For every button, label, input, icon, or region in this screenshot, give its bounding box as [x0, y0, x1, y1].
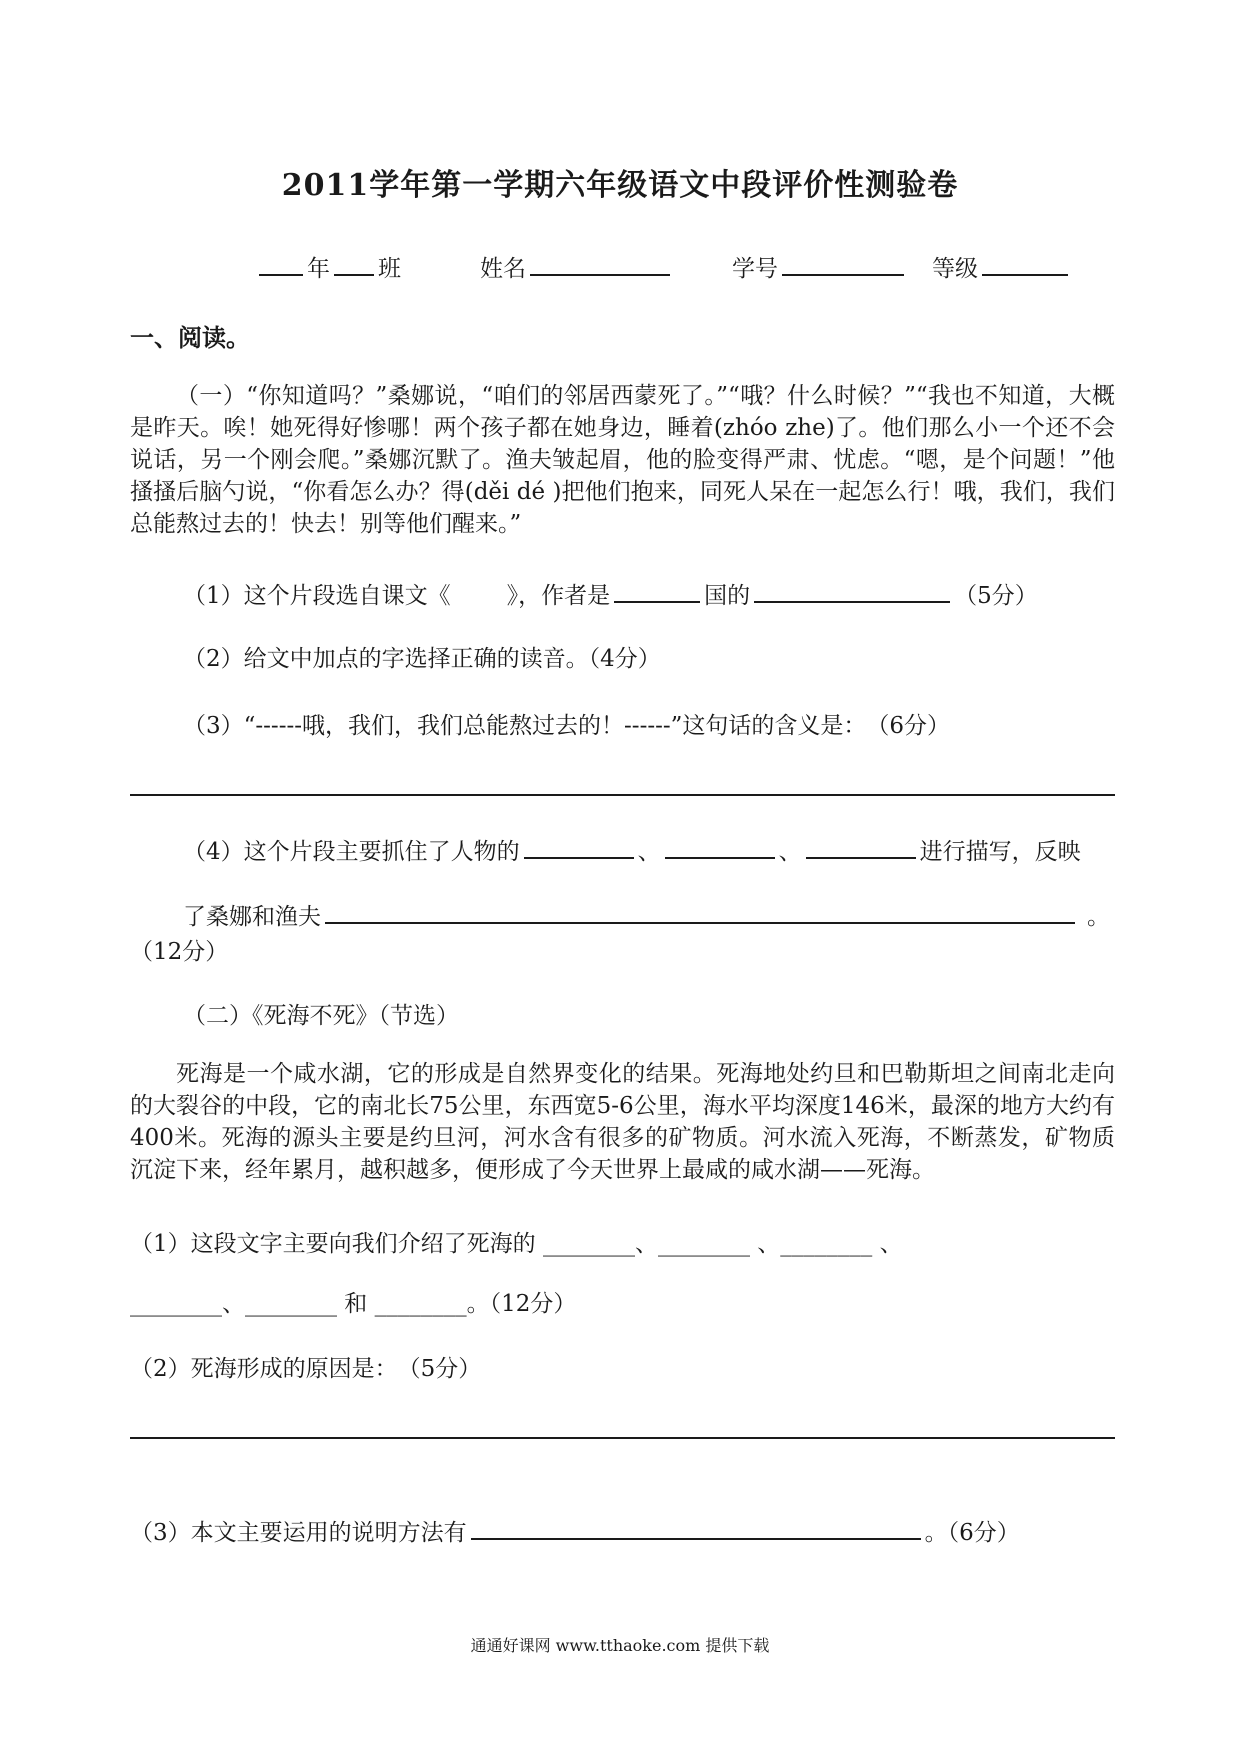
p2q2-answer-line[interactable]: [130, 1437, 1115, 1439]
q4-line2-end: 。: [1087, 904, 1110, 930]
q1-country-label: 国的: [704, 583, 751, 609]
class-label: 班: [378, 256, 401, 282]
passage-1: （一）“你知道吗？”桑娜说，“咱们的邻居西蒙死了。”“哦？什么时候？”“我也不知道，大概是昨天。唉！她死得好惨哪！两个孩子都在她身边，睡着(zhóo zhe)了。他们那么小一个还不会说话，另一个刚会爬。”桑娜沉默了。渔夫皱起眉，他的脸变得严肃、忧虑。“嗯，是个问题！”他搔搔后脑勺说，“你看怎么办？得(děi dé )把他们抱来，同死人呆在一起怎么行！哦，我们，我们总能熬过去的！快去！别等他们醒来。”: [130, 383, 1115, 537]
number-label: 学号: [732, 256, 778, 282]
q3-answer-line[interactable]: [130, 794, 1115, 796]
level-blank[interactable]: [982, 252, 1068, 276]
q4-line2-prefix: 了桑娜和渔夫: [183, 904, 321, 930]
passage-2-heading: （二）《死海不死》（节选）: [183, 1003, 459, 1029]
q4-score: （12分）: [130, 939, 229, 965]
q4-sep-1: 、: [637, 839, 661, 865]
q4-blank-1[interactable]: [524, 835, 634, 859]
number-blank[interactable]: [782, 252, 904, 276]
p2-question-3: [130, 1514, 1020, 1547]
number-field: [732, 250, 908, 283]
question-1: [183, 577, 1038, 610]
q4-blank-3[interactable]: [806, 835, 916, 859]
q1-score: （5分）: [954, 583, 1038, 609]
question-3: （3）“------哦，我们，我们总能熬过去的！------”这句话的含义是： （6分）: [183, 713, 951, 739]
question-4: [183, 833, 1081, 866]
question-2: （2）给文中加点的字选择正确的读音。（4分）: [183, 646, 661, 672]
q4-prefix: （4）这个片段主要抓住了人物的: [183, 839, 520, 865]
footer-credit: 通通好课网 www.tthaoke.com 提供下载: [470, 1636, 770, 1655]
level-field: [932, 250, 1072, 283]
section-heading-reading: 一、阅读。: [130, 323, 250, 352]
p2q3-suffix: 。（6分）: [924, 1520, 1020, 1546]
page-title: 2011学年第一学期六年级语文中段评价性测验卷: [281, 168, 959, 203]
name-field: [480, 250, 674, 283]
grade-label: 年: [307, 256, 330, 282]
q1-author-blank[interactable]: [614, 579, 700, 603]
q4-blank-2[interactable]: [665, 835, 775, 859]
grade-blank[interactable]: [259, 252, 303, 276]
passage-2: 死海是一个咸水湖，它的形成是自然界变化的结果。死海地处约旦和巴勒斯坦之间南北走向的大裂谷的中段，它的南北长75公里，东西宽5-6公里，海水平均深度146米，最深的地方大约有 400米。死海的源头主要是约旦河，河水含有很多的矿物质。河水流入死海，不断蒸发，矿物质沉淀下来，经年累月，越积越多，便形成了今天世界上最咸的咸水湖——死海。: [130, 1061, 1115, 1183]
q1-author-label: 》，作者是: [506, 583, 611, 609]
question-4-line-2: [183, 898, 1110, 931]
name-label: 姓名: [480, 256, 526, 282]
p2-question-2: （2）死海形成的原因是： （5分）: [130, 1356, 482, 1382]
level-label: 等级: [932, 256, 978, 282]
p2q3-blank[interactable]: [471, 1516, 921, 1540]
q4-sep-2: 、: [778, 839, 802, 865]
student-info-row: [255, 250, 401, 283]
q1-prefix: （1）这个片段选自课文《: [183, 583, 451, 609]
p2q3-prefix: （3）本文主要运用的说明方法有: [130, 1520, 467, 1546]
p2-question-1: （1）这段文字主要向我们介绍了死海的 ________、________ 、________ 、: [130, 1231, 903, 1257]
q4-blank-4[interactable]: [325, 900, 1075, 924]
name-blank[interactable]: [530, 252, 670, 276]
q1-name-blank[interactable]: [754, 579, 950, 603]
class-blank[interactable]: [334, 252, 374, 276]
q4-suffix: 进行描写，反映: [919, 839, 1081, 865]
p2-question-1-line-2: ________、________ 和 ________。（12分）: [130, 1291, 577, 1317]
